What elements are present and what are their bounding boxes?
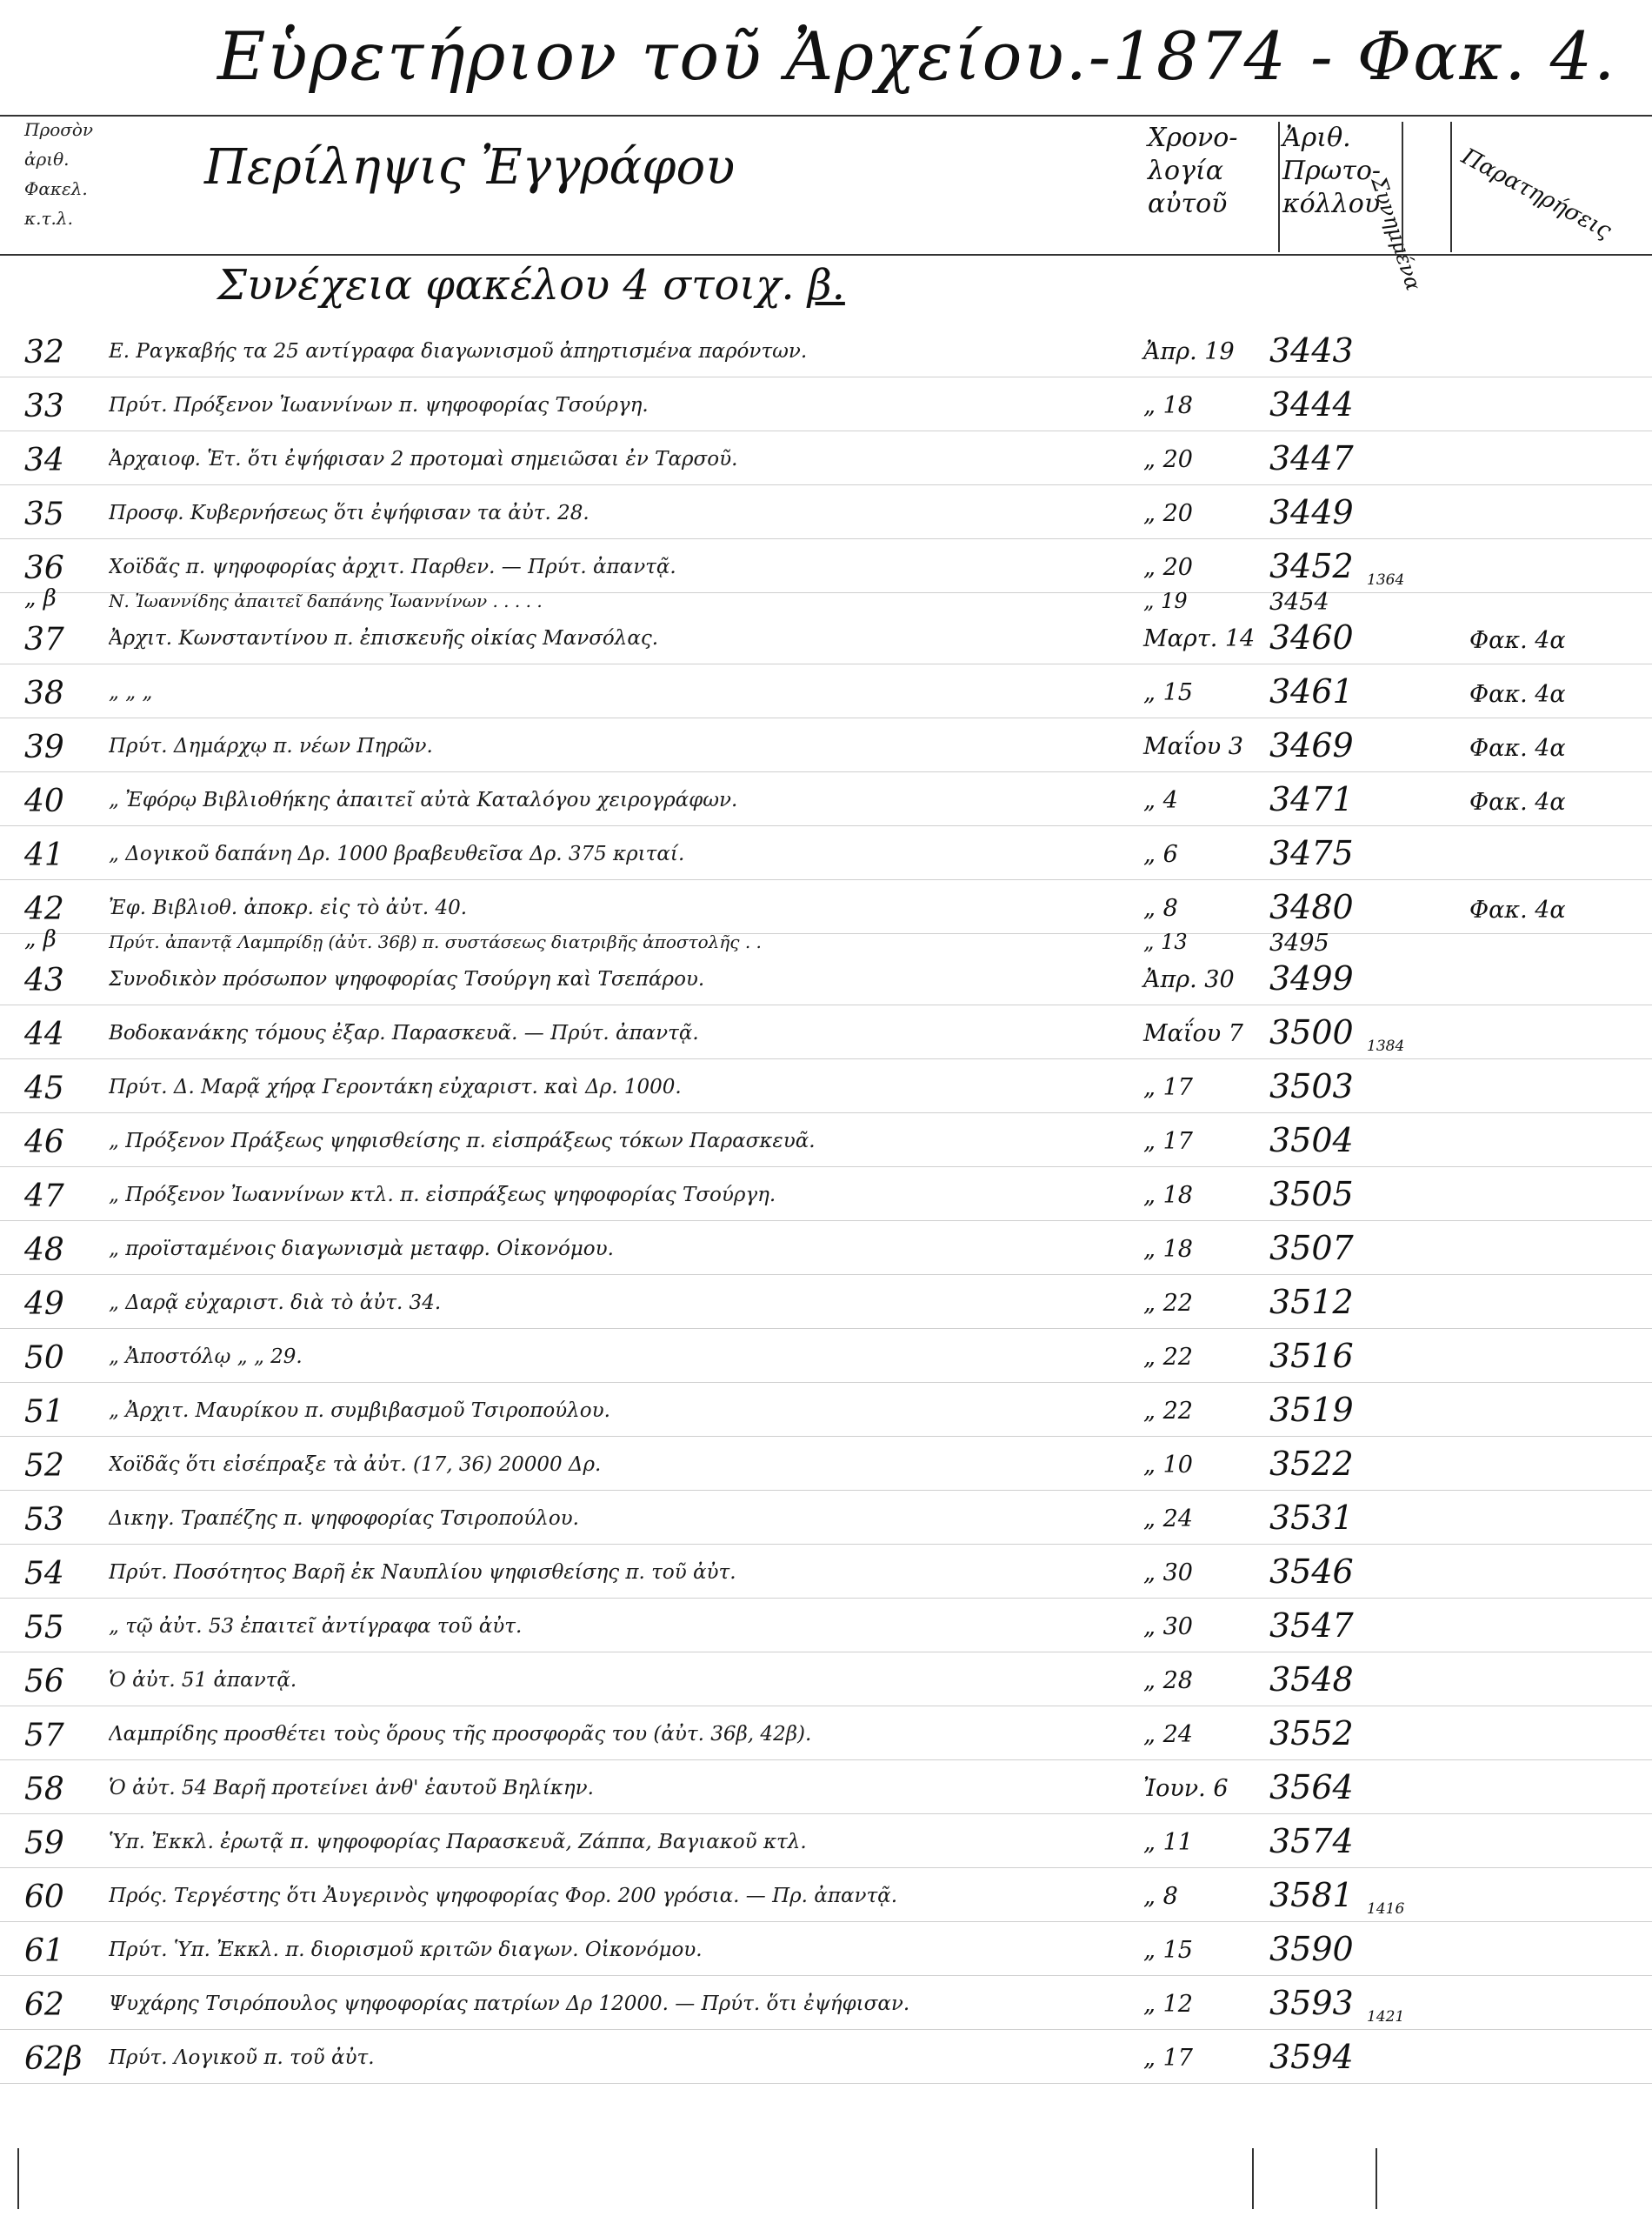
entry-description: Πρύτ. Λογικοῦ π. τοῦ ἀὐτ. — [109, 2046, 375, 2069]
entry-number: 62β — [24, 2041, 83, 2077]
header-date-line: Χρονο- — [1148, 123, 1238, 153]
entry-remark — [1469, 1939, 1626, 1980]
ledger-entry — [0, 834, 1652, 886]
entry-protocol-number: 3461 — [1269, 672, 1354, 711]
entry-sub-number — [1367, 1145, 1419, 1166]
entry-sub-number — [1367, 1954, 1419, 1975]
entry-date: „ 11 — [1143, 1829, 1193, 1856]
entry-sub-number — [1367, 356, 1419, 377]
entry-protocol-number: 3469 — [1269, 726, 1354, 764]
entry-number: 33 — [24, 389, 64, 424]
entry-number: 47 — [24, 1178, 64, 1214]
ledger-entry — [0, 1175, 1652, 1227]
ledger-entry — [0, 1930, 1652, 1982]
entry-protocol-number: 3516 — [1269, 1337, 1354, 1375]
entry-protocol-number: 3531 — [1269, 1499, 1354, 1537]
entry-date: Ἀπρ. 30 — [1143, 966, 1235, 993]
entry-remark — [1469, 340, 1626, 382]
entry-protocol-number: 3547 — [1269, 1606, 1354, 1645]
entry-description: „ Ἐφόρῳ Βιβλιοθήκης ἀπαιτεῖ αὐτὰ Καταλόγου χειρογράφων. — [109, 789, 738, 811]
entry-sub-number — [1367, 2062, 1419, 2083]
entry-number: 48 — [24, 1232, 64, 1268]
entry-remark — [1469, 1993, 1626, 2034]
entry-protocol-number: 3495 — [1269, 930, 1329, 957]
entry-number: 61 — [24, 1933, 64, 1969]
entry-sub-number — [1367, 1846, 1419, 1867]
entry-date: „ 8 — [1143, 1883, 1178, 1910]
section-subtitle — [217, 261, 1000, 330]
entry-description: Πρύτ. Ὑπ. Ἐκκλ. π. διορισμοῦ κριτῶν διαγων. Οἰκονόμου. — [109, 1939, 703, 1961]
entry-sub-number — [1367, 804, 1419, 825]
header-protocol-line: Πρωτο- — [1282, 156, 1382, 186]
entry-description: „ Δαρᾷ εὐχαριστ. διὰ τὸ ἀὐτ. 34. — [109, 1292, 442, 1314]
entry-description: Ἀρχιτ. Κωνσταντίνου π. ἐπισκευῆς οἰκίας Μανσόλας. — [109, 627, 659, 650]
entry-date: Μαΐου 7 — [1143, 1020, 1243, 1047]
entry-description: Πρύτ. ἀπαντᾷ Λαμπρίδῃ (ἀὐτ. 36β) π. συστάσεως διατριβῆς ἀποστολῆς . . — [109, 931, 762, 952]
entry-remark — [1469, 1831, 1626, 1873]
entry-date: „ 4 — [1143, 787, 1178, 814]
entry-sub-number — [1367, 517, 1419, 538]
header-protocol-line: Ἀριθ. — [1282, 123, 1351, 153]
entry-description: „ „ „ — [109, 681, 153, 704]
entry-remark — [1469, 1669, 1626, 1711]
entry-description: Πρύτ. Ποσότητος Βαρῆ ἐκ Ναυπλίου ψηφισθείσης π. τοῦ ἀὐτ. — [109, 1561, 736, 1584]
entry-protocol-number: 3519 — [1269, 1391, 1354, 1429]
entry-date: „ 22 — [1143, 1398, 1193, 1425]
entry-protocol-number: 3471 — [1269, 780, 1354, 818]
ledger-entry — [0, 1013, 1652, 1065]
entry-date: „ 30 — [1143, 1559, 1193, 1586]
entry-protocol-number: 3548 — [1269, 1660, 1354, 1699]
entry-description: Ε. Ραγκαβής τα 25 αντίγραφα διαγωνισμοῦ ἀπηρτισμένα παρόντων. — [109, 340, 808, 363]
ledger-entry — [0, 493, 1652, 545]
entry-date: „ 28 — [1143, 1667, 1193, 1694]
entry-remark — [1469, 2046, 1626, 2088]
ledger-entry — [0, 2038, 1652, 2090]
entry-date: „ 8 — [1143, 895, 1178, 922]
entry-remark — [1469, 1399, 1626, 1441]
entry-number: 57 — [24, 1718, 64, 1753]
entry-number: 51 — [24, 1394, 64, 1430]
entry-number: 45 — [24, 1071, 64, 1106]
entry-number: 62 — [24, 1987, 64, 2023]
entry-number: 38 — [24, 676, 64, 711]
header-divider — [1450, 122, 1452, 252]
entry-sub-number — [1367, 410, 1419, 431]
entry-sub-number — [1367, 1307, 1419, 1328]
entry-description: Προσφ. Κυβερνήσεως ὅτι ἐψήφισαν τα ἀὐτ. 28. — [109, 502, 590, 524]
entry-protocol-number: 3443 — [1269, 331, 1354, 370]
entry-protocol-number: 3590 — [1269, 1930, 1354, 1968]
entry-date: Μαΐου 3 — [1143, 733, 1243, 760]
ledger-entry — [0, 1067, 1652, 1119]
ledger-entry — [0, 1822, 1652, 1874]
entry-number: 37 — [24, 622, 64, 658]
entry-number: „ β — [24, 585, 57, 611]
ledger-entry — [0, 672, 1652, 724]
entry-number: 46 — [24, 1125, 64, 1160]
entry-date: „ 18 — [1143, 392, 1193, 419]
entry-protocol-number: 3452 — [1269, 547, 1354, 585]
ledger-entry — [0, 1445, 1652, 1497]
ledger-entry — [0, 1391, 1652, 1443]
entry-protocol-number: 3500 — [1269, 1013, 1354, 1051]
subtitle-text: Συνέχεια φακέλου 4 στοιχ. — [217, 261, 795, 310]
entry-protocol-number: 3574 — [1269, 1822, 1354, 1860]
ledger-entry — [0, 1984, 1652, 2036]
entry-remark — [1469, 1777, 1626, 1819]
entry-sub-number — [1367, 1631, 1419, 1652]
entry-sub-number — [1367, 1091, 1419, 1112]
entry-number: 43 — [24, 963, 64, 998]
header-index-line: Προσὸν — [24, 119, 94, 140]
entry-date: „ 15 — [1143, 1937, 1193, 1964]
entry-description: „ Ἀποστόλῳ „ „ 29. — [109, 1345, 303, 1368]
entry-description: Πρύτ. Πρόξενον Ἰωαννίνων π. ψηφοφορίας Τσούργη. — [109, 394, 649, 417]
entry-sub-number — [1367, 858, 1419, 879]
entry-sub-number — [1367, 1361, 1419, 1382]
entry-description: „ τῷ ἀὐτ. 53 ἐπαιτεῖ ἀντίγραφα τοῦ ἀὐτ. — [109, 1615, 523, 1638]
entry-date: Μαρτ. 14 — [1143, 625, 1256, 652]
entry-protocol-number: 3512 — [1269, 1283, 1354, 1321]
ledger-entry — [0, 439, 1652, 491]
entry-number: 44 — [24, 1017, 64, 1052]
entry-remark — [1469, 502, 1626, 544]
ledger-entry — [0, 1337, 1652, 1389]
entry-protocol-number: 3593 — [1269, 1984, 1354, 2022]
ledger-entry — [0, 1606, 1652, 1659]
entry-protocol-number: 3581 — [1269, 1876, 1354, 1914]
entry-sub-number — [1367, 643, 1419, 664]
entry-number: 58 — [24, 1772, 64, 1807]
entry-number: 55 — [24, 1610, 64, 1646]
entry-description: Πρός. Τεργέστης ὅτι Ἀυγερινὸς ψηφοφορίας Φορ. 200 γρόσια. — Πρ. ἀπαντᾷ. — [109, 1885, 898, 1907]
margin-bracket — [17, 2148, 19, 2209]
entry-remark — [1469, 968, 1626, 1010]
entry-date: „ 20 — [1143, 554, 1193, 581]
entry-description: Λαμπρίδης προσθέτει τοὺς ὅρους τῆς προσφορᾶς του (ἀὐτ. 36β, 42β). — [109, 1723, 812, 1746]
entry-protocol-number: 3449 — [1269, 493, 1354, 531]
entry-protocol-number: 3504 — [1269, 1121, 1354, 1159]
header-divider — [1278, 122, 1280, 252]
header-index-line: ἀριθ. — [24, 149, 70, 170]
entry-remark — [1469, 843, 1626, 885]
entry-number: 53 — [24, 1502, 64, 1538]
entry-date: „ 20 — [1143, 446, 1193, 473]
entry-protocol-number: 3507 — [1269, 1229, 1354, 1267]
ledger-entry — [0, 1283, 1652, 1335]
entry-sub-number — [1367, 697, 1419, 718]
ledger-entry — [0, 1714, 1652, 1766]
header-summary: Περίληψις Ἐγγράφου — [204, 139, 736, 196]
entry-sub-number — [1367, 1685, 1419, 1706]
entry-remark: Φακ. 4α — [1469, 681, 1566, 708]
entry-number: 34 — [24, 443, 64, 478]
entry-remark — [1469, 448, 1626, 490]
entry-remark — [1469, 1561, 1626, 1603]
entry-description: Ν. Ἰωαννίδης ἀπαιτεῖ δαπάνης Ἰωαννίνων . . . . . — [109, 591, 543, 611]
entry-number: 50 — [24, 1340, 64, 1376]
entry-description: Χοϊδᾶς ὅτι εἰσέπραξε τὰ ἀὐτ. (17, 36) 20000 Δρ. — [109, 1453, 602, 1476]
entry-remark — [1469, 394, 1626, 436]
ledger-entry — [0, 1876, 1652, 1928]
entry-sub-number — [1367, 1199, 1419, 1220]
entry-number: 49 — [24, 1286, 64, 1322]
header-date-line: αὐτοῦ — [1148, 189, 1228, 219]
header-date-column — [1148, 122, 1274, 244]
entry-remark — [1469, 1184, 1626, 1225]
entry-remark — [1469, 1022, 1626, 1064]
entry-remark — [1469, 1345, 1626, 1387]
entry-date: „ 22 — [1143, 1344, 1193, 1371]
entry-sub-number — [1367, 464, 1419, 484]
entry-remark: Φακ. 4α — [1469, 627, 1566, 654]
entry-date: „ 12 — [1143, 1991, 1193, 2018]
entry-protocol-number: 3447 — [1269, 439, 1354, 477]
entry-number: 35 — [24, 497, 64, 532]
ledger-entry — [0, 1552, 1652, 1605]
entry-date: „ 17 — [1143, 1128, 1193, 1155]
entry-protocol-number: 3564 — [1269, 1768, 1354, 1806]
entry-remark: Φακ. 4α — [1469, 897, 1566, 924]
entry-number: 40 — [24, 784, 64, 819]
entry-date: „ 15 — [1143, 679, 1193, 706]
entry-number: 41 — [24, 838, 64, 873]
entry-description: „ Πρόξενον Ἰωαννίνων κτλ. π. εἰσπράξεως ψηφοφορίας Τσούργη. — [109, 1184, 776, 1206]
entry-protocol-number: 3454 — [1269, 589, 1329, 616]
entry-description: Ἀρχαιοφ. Ἑτ. ὅτι ἐψήφισαν 2 προτομαὶ σημειῶσαι ἐν Ταρσοῦ. — [109, 448, 738, 471]
entry-description: Ψυχάρης Τσιρόπουλος ψηφοφορίας πατρίων Δρ 12000. — Πρύτ. ὅτι ἐψήφισαν. — [109, 1993, 910, 2015]
entry-date: „ 13 — [1143, 930, 1188, 954]
entry-remark — [1469, 1076, 1626, 1118]
entry-date: „ 17 — [1143, 2045, 1193, 2072]
ledger-entry — [0, 780, 1652, 832]
ledger-entry — [0, 1229, 1652, 1281]
entry-date: „ 10 — [1143, 1452, 1193, 1479]
entry-date: „ 22 — [1143, 1290, 1193, 1317]
header-index-column — [24, 115, 120, 245]
entry-number: 42 — [24, 891, 64, 927]
entry-number: 60 — [24, 1879, 64, 1915]
header-bottom-rule — [0, 254, 1652, 256]
ledger-entry — [0, 1768, 1652, 1820]
header-protocol-line: κόλλου — [1282, 189, 1381, 219]
ledger-entry — [0, 331, 1652, 384]
entry-number: 52 — [24, 1448, 64, 1484]
ledger-entry — [0, 1499, 1652, 1551]
entry-description: Βοδοκανάκης τόμους ἐξαρ. Παρασκευᾶ. — Πρύτ. ἀπαντᾷ. — [109, 1022, 699, 1045]
entry-sub-number — [1367, 1523, 1419, 1544]
entry-date: „ 17 — [1143, 1074, 1193, 1101]
header-index-line: κ.τ.λ. — [24, 208, 73, 229]
ledger-entry — [0, 726, 1652, 778]
entry-date: „ 24 — [1143, 1505, 1193, 1532]
entry-sub-number — [1367, 751, 1419, 771]
entry-sub-number — [1367, 984, 1419, 1005]
entry-description: Ὁ ἀὐτ. 54 Βαρῆ προτείνει ἀνθ' ἑαυτοῦ Βηλίκην. — [109, 1777, 594, 1799]
ledger-entry — [0, 959, 1652, 1011]
entry-protocol-number: 3499 — [1269, 959, 1354, 998]
ledger-entry — [0, 1121, 1652, 1173]
entry-date: „ 6 — [1143, 841, 1178, 868]
entry-remark — [1469, 1453, 1626, 1495]
entry-description: „ Ἀρχιτ. Μαυρίκου π. συμβιβασμοῦ Τσιροπούλου. — [109, 1399, 610, 1422]
entry-remark — [1469, 1130, 1626, 1172]
header-divider — [1402, 122, 1403, 252]
entry-protocol-number: 3552 — [1269, 1714, 1354, 1752]
margin-bracket — [1376, 2148, 1377, 2209]
entry-protocol-number: 3505 — [1269, 1175, 1354, 1213]
entry-remark — [1469, 1615, 1626, 1657]
entry-date: „ 19 — [1143, 589, 1188, 613]
entry-description: Δικηγ. Τραπέζης π. ψηφοφορίας Τσιροπούλου. — [109, 1507, 579, 1530]
entry-sub-number — [1367, 1577, 1419, 1598]
entry-date: „ 20 — [1143, 500, 1193, 527]
margin-bracket — [1252, 2148, 1254, 2209]
page-title: Εὑρετήριον τοῦ Ἀρχείου.-1874 - Φακ. 4. — [217, 17, 1617, 95]
header-top-rule — [0, 115, 1652, 117]
header-date-line: λογία — [1148, 156, 1224, 186]
entry-date: Ἀπρ. 19 — [1143, 338, 1235, 365]
entry-remark — [1469, 1238, 1626, 1279]
entry-description: Ὑπ. Ἐκκλ. ἐρωτᾷ π. ψηφοφορίας Παρασκευᾶ, Ζάππα, Βαγιακοῦ κτλ. — [109, 1831, 807, 1853]
entry-protocol-number: 3480 — [1269, 888, 1354, 926]
entry-date: „ 24 — [1143, 1721, 1193, 1748]
entry-remark: Φακ. 4α — [1469, 735, 1566, 762]
header-attachments: Συνημμένα — [1366, 174, 1426, 294]
entry-sub-number — [1367, 1792, 1419, 1813]
entry-date: „ 18 — [1143, 1236, 1193, 1263]
entry-description: „ προϊσταμένοις διαγωνισμὰ μεταφρ. Οἰκονόμου. — [109, 1238, 614, 1260]
entry-remark — [1469, 1292, 1626, 1333]
entry-number: 59 — [24, 1826, 64, 1861]
entry-number: 32 — [24, 335, 64, 370]
entry-sub-number — [1367, 1739, 1419, 1759]
entry-sub-number — [1367, 1469, 1419, 1490]
entry-sub-number: 1421 — [1367, 2008, 1405, 2026]
entry-remark — [1469, 1723, 1626, 1765]
entry-protocol-number: 3522 — [1269, 1445, 1354, 1483]
entry-date: „ 18 — [1143, 1182, 1193, 1209]
entry-protocol-number: 3460 — [1269, 618, 1354, 657]
ledger-entry — [0, 1660, 1652, 1712]
entry-sub-number: 1364 — [1367, 571, 1405, 589]
ledger-entry — [0, 385, 1652, 437]
subtitle-mark: β. — [807, 261, 845, 310]
entry-description: Ἐφ. Βιβλιοθ. ἀποκρ. εἰς τὸ ἀὐτ. 40. — [109, 897, 468, 919]
entry-protocol-number: 3444 — [1269, 385, 1354, 424]
entry-description: Χοϊδᾶς π. ψηφοφορίας ἀρχιτ. Παρθεν. — Πρύτ. ἀπαντᾷ. — [109, 556, 676, 578]
entry-sub-number — [1367, 1415, 1419, 1436]
entry-number: „ β — [24, 926, 57, 952]
entry-sub-number — [1367, 1253, 1419, 1274]
entry-description: „ Πρόξενον Πράξεως ψηφισθείσης π. εἰσπράξεως τόκων Παρασκευᾶ. — [109, 1130, 816, 1152]
entry-remark — [1469, 1885, 1626, 1926]
entry-description: Πρύτ. Δ. Μαρᾷ χήρᾳ Γεροντάκη εὐχαριστ. καὶ Δρ. 1000. — [109, 1076, 682, 1098]
entry-number: 54 — [24, 1556, 64, 1592]
entry-sub-number: 1384 — [1367, 1038, 1405, 1055]
entry-protocol-number: 3594 — [1269, 2038, 1354, 2076]
ledger-entry — [0, 618, 1652, 671]
entry-description: Ὁ ἀὐτ. 51 ἀπαντᾷ. — [109, 1669, 297, 1692]
header-remarks: Παρατηρήσεις — [1456, 144, 1616, 244]
entry-description: Συνοδικὸν πρόσωπον ψηφοφορίας Τσούργη καὶ Τσεπάρου. — [109, 968, 705, 991]
entry-date: Ἰουν. 6 — [1143, 1775, 1229, 1802]
entry-remark: Φακ. 4α — [1469, 789, 1566, 816]
entry-number: 36 — [24, 551, 64, 586]
entry-protocol-number: 3503 — [1269, 1067, 1354, 1105]
entry-number: 39 — [24, 730, 64, 765]
entry-description: Πρύτ. Δημάρχῳ π. νέων Πηρῶν. — [109, 735, 433, 758]
entry-protocol-number: 3475 — [1269, 834, 1354, 872]
entry-remark — [1469, 1507, 1626, 1549]
entry-protocol-number: 3546 — [1269, 1552, 1354, 1591]
entry-sub-number: 1416 — [1367, 1900, 1405, 1918]
header-index-line: Φακελ. — [24, 178, 88, 199]
entry-description: „ Δογικοῦ δαπάνη Δρ. 1000 βραβευθεῖσα Δρ. 375 κριταί. — [109, 843, 685, 865]
entry-date: „ 30 — [1143, 1613, 1193, 1640]
entry-number: 56 — [24, 1664, 64, 1699]
